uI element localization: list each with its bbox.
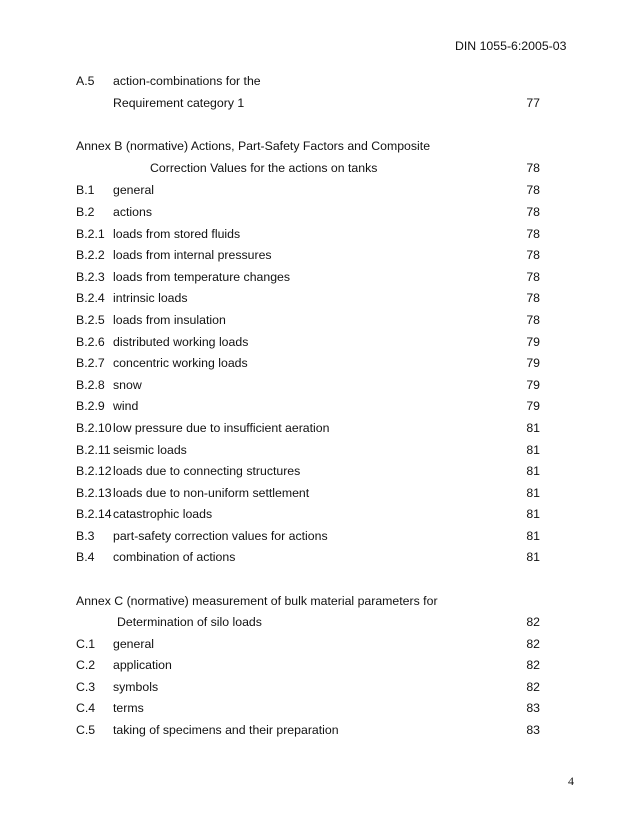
toc-title: application (113, 658, 172, 672)
toc-row-b2-13 (0, 485, 638, 501)
toc-page: 83 (526, 701, 540, 715)
toc-row-b2-10 (0, 420, 638, 436)
toc-number: B.2.12 (76, 464, 112, 478)
toc-row-b2-1 (0, 226, 638, 242)
toc-row-b4 (0, 549, 638, 565)
toc-title: loads from internal pressures (113, 248, 272, 262)
toc-page: 78 (526, 248, 540, 262)
toc-title: loads from stored fluids (113, 227, 241, 241)
toc-number: B.2.5 (76, 313, 105, 327)
toc-page: 78 (526, 291, 540, 305)
toc-title: concentric working loads (113, 356, 248, 370)
toc-row-b2-6 (0, 334, 638, 350)
toc-title: distributed working loads (113, 335, 249, 349)
toc-row-b2-14 (0, 506, 638, 522)
page-number: 4 (568, 774, 574, 788)
toc-number: C.2 (76, 658, 96, 672)
toc-row-b2-3 (0, 269, 638, 285)
annex-c-heading-line2: Determination of silo loads (117, 615, 262, 629)
toc-title: catastrophic loads (113, 507, 213, 521)
toc-title: loads due to non-uniform settlement (113, 486, 310, 500)
toc-row-b1 (0, 182, 638, 198)
toc-title-a5-line2: Requirement category 1 (113, 96, 245, 110)
toc-title: wind (113, 399, 139, 413)
toc-page: 82 (526, 658, 540, 672)
toc-row-b3 (0, 528, 638, 544)
toc-title: symbols (113, 680, 159, 694)
annex-c-page: 82 (526, 615, 540, 629)
toc-page: 81 (526, 550, 540, 564)
toc-page: 81 (526, 486, 540, 500)
toc-row-b2-4 (0, 290, 638, 306)
toc-title: snow (113, 378, 142, 392)
toc-row-c2 (0, 657, 638, 673)
toc-row-c5 (0, 722, 638, 738)
toc-page: 81 (526, 443, 540, 457)
toc-number: B.2.2 (76, 248, 105, 262)
toc-title: combination of actions (113, 550, 236, 564)
annex-b-page: 78 (526, 161, 540, 175)
toc-number: B.1 (76, 183, 95, 197)
toc-number: B.2.13 (76, 486, 112, 500)
toc-row-b2-7 (0, 355, 638, 371)
toc-row-c4 (0, 700, 638, 716)
toc-page: 79 (526, 378, 540, 392)
toc-number: B.2.9 (76, 399, 105, 413)
toc-row-b2-11 (0, 442, 638, 458)
toc-title: general (113, 637, 155, 651)
toc-title: loads from insulation (113, 313, 226, 327)
toc-page: 78 (526, 183, 540, 197)
toc-number: B.3 (76, 529, 95, 543)
toc-title: intrinsic loads (113, 291, 188, 305)
toc-page: 82 (526, 680, 540, 694)
toc-page: 83 (526, 723, 540, 737)
toc-page: 79 (526, 335, 540, 349)
document-id-header: DIN 1055-6:2005-03 (455, 39, 567, 53)
toc-title: general (113, 183, 155, 197)
toc-row-c3 (0, 679, 638, 695)
toc-number: B.4 (76, 550, 95, 564)
annex-b-heading-line1: Annex B (normative) Actions, Part-Safety Factors and Composite (76, 139, 431, 153)
toc-page-a5: 77 (526, 96, 540, 110)
toc-number: C.1 (76, 637, 96, 651)
annex-c-heading-line1: Annex C (normative) measurement of bulk material parameters for (76, 594, 438, 608)
toc-page: 81 (526, 464, 540, 478)
toc-title: taking of specimens and their preparation (113, 723, 339, 737)
toc-row-b2-5 (0, 312, 638, 328)
toc-number: C.4 (76, 701, 96, 715)
toc-row-b2 (0, 204, 638, 220)
toc-page: 78 (526, 205, 540, 219)
toc-number: B.2.6 (76, 335, 105, 349)
toc-page: 78 (526, 227, 540, 241)
toc-number: B.2.4 (76, 291, 105, 305)
toc-number: B.2 (76, 205, 95, 219)
toc-number: C.5 (76, 723, 96, 737)
toc-title: low pressure due to insufficient aeration (113, 421, 330, 435)
toc-page: 78 (526, 270, 540, 284)
toc-row-b2-8 (0, 377, 638, 393)
toc-number: B.2.7 (76, 356, 105, 370)
toc-number: B.2.3 (76, 270, 105, 284)
toc-title: terms (113, 701, 144, 715)
annex-b-heading-line2: Correction Values for the actions on tanks (150, 161, 378, 175)
toc-title: seismic loads (113, 443, 187, 457)
toc-number: B.2.14 (76, 507, 112, 521)
toc-row-c1 (0, 636, 638, 652)
toc-page: 79 (526, 356, 540, 370)
toc-number: C.3 (76, 680, 96, 694)
toc-title-a5-line1: action-combinations for the (113, 74, 261, 88)
toc-page: 81 (526, 421, 540, 435)
toc-page: 81 (526, 507, 540, 521)
toc-number: B.2.1 (76, 227, 105, 241)
toc-title: part-safety correction values for actions (113, 529, 328, 543)
toc-row-b2-12 (0, 463, 638, 479)
toc-number-a5: A.5 (76, 74, 95, 88)
toc-number: B.2.8 (76, 378, 105, 392)
toc-number: B.2.11 (76, 443, 111, 457)
toc-page: 78 (526, 313, 540, 327)
toc-row-b2-2 (0, 247, 638, 263)
toc-page: 82 (526, 637, 540, 651)
toc-title: actions (113, 205, 152, 219)
toc-page: 81 (526, 529, 540, 543)
toc-title: loads due to connecting structures (113, 464, 301, 478)
toc-number: B.2.10 (76, 421, 112, 435)
toc-title: loads from temperature changes (113, 270, 291, 284)
toc-row-b2-9 (0, 398, 638, 414)
toc-page: 79 (526, 399, 540, 413)
